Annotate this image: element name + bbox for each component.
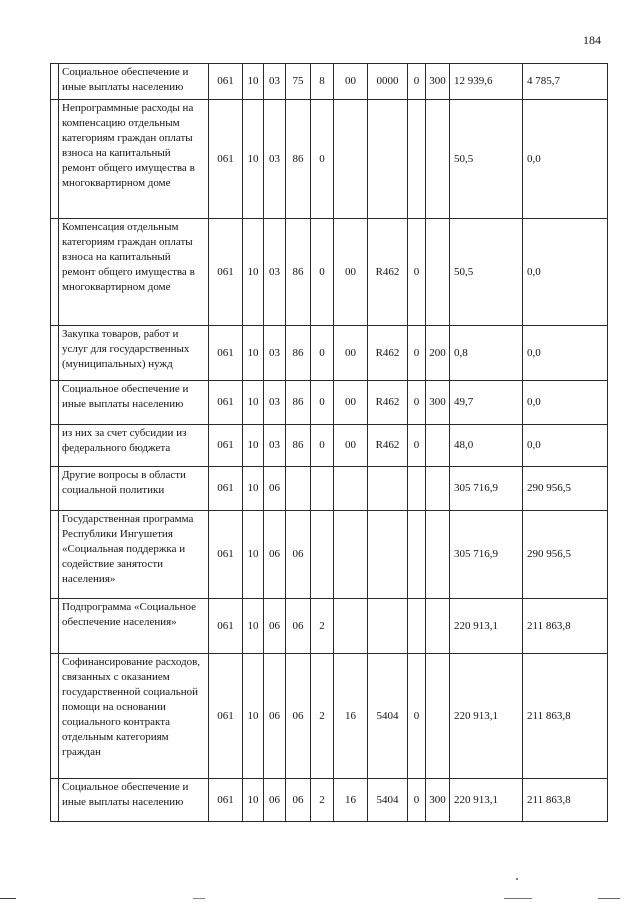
- section-code: 10: [243, 511, 264, 599]
- subsection-code: 06: [264, 467, 286, 511]
- expense-type-code: [426, 511, 450, 599]
- amount-1: 220 913,1: [450, 654, 523, 779]
- table-row: [51, 64, 608, 100]
- section-code: 10: [243, 381, 264, 425]
- direction-code: R462: [368, 219, 408, 326]
- amount-2: 0,0: [523, 219, 608, 326]
- expense-type-code: 300: [426, 779, 450, 822]
- table-row: [51, 654, 608, 779]
- table-row: [51, 326, 608, 381]
- subprogram-code: 0: [311, 425, 334, 467]
- program-code: 06: [286, 599, 311, 654]
- program-code: 75: [286, 64, 311, 100]
- main-event-code: 00: [334, 219, 368, 326]
- expense-type-prefix: 0: [408, 219, 426, 326]
- expense-type-code: [426, 219, 450, 326]
- subsection-code: 03: [264, 64, 286, 100]
- row-name: Компенсация отдельным категориям граждан оплаты взноса на капитальный ремонт общего имущества в многоквартирном доме: [59, 219, 209, 326]
- scan-artifact-line: [0, 898, 16, 899]
- subprogram-code: 0: [311, 381, 334, 425]
- expense-type-prefix: 0: [408, 425, 426, 467]
- scan-artifact-dot: [516, 878, 518, 880]
- section-code: 10: [243, 64, 264, 100]
- direction-code: [368, 100, 408, 219]
- row-name: Подпрограмма «Социальное обеспечение населения»: [59, 599, 209, 654]
- subprogram-code: 2: [311, 654, 334, 779]
- section-code: 10: [243, 779, 264, 822]
- row-name: Другие вопросы в области социальной политики: [59, 467, 209, 511]
- subsection-code: 06: [264, 599, 286, 654]
- expense-type-prefix: [408, 100, 426, 219]
- direction-code: [368, 599, 408, 654]
- expense-type-prefix: 0: [408, 654, 426, 779]
- subprogram-code: [311, 467, 334, 511]
- section-code: 10: [243, 100, 264, 219]
- program-code: 86: [286, 425, 311, 467]
- main-event-code: 16: [334, 779, 368, 822]
- expense-type-prefix: 0: [408, 64, 426, 100]
- blank-cell: [51, 599, 59, 654]
- blank-cell: [51, 654, 59, 779]
- blank-cell: [51, 219, 59, 326]
- ministry-code: 061: [209, 64, 243, 100]
- row-name: Социальное обеспечение и иные выплаты населению: [59, 381, 209, 425]
- blank-cell: [51, 511, 59, 599]
- scan-artifact-line: [504, 898, 532, 899]
- amount-1: 50,5: [450, 219, 523, 326]
- table-row: [51, 467, 608, 511]
- page-number: 184: [583, 33, 601, 47]
- direction-code: R462: [368, 326, 408, 381]
- amount-1: 12 939,6: [450, 64, 523, 100]
- table-row: [51, 425, 608, 467]
- blank-cell: [51, 467, 59, 511]
- blank-cell: [51, 100, 59, 219]
- program-code: 06: [286, 654, 311, 779]
- direction-code: [368, 467, 408, 511]
- main-event-code: 16: [334, 654, 368, 779]
- main-event-code: [334, 467, 368, 511]
- ministry-code: 061: [209, 100, 243, 219]
- ministry-code: 061: [209, 425, 243, 467]
- subsection-code: 03: [264, 381, 286, 425]
- subprogram-code: [311, 511, 334, 599]
- amount-2: 211 863,8: [523, 654, 608, 779]
- scan-artifact-line: [193, 898, 205, 899]
- expense-type-prefix: 0: [408, 381, 426, 425]
- blank-cell: [51, 779, 59, 822]
- section-code: 10: [243, 599, 264, 654]
- amount-2: 0,0: [523, 326, 608, 381]
- expense-type-prefix: [408, 467, 426, 511]
- expense-type-code: [426, 425, 450, 467]
- table-row: [51, 219, 608, 326]
- table-row: [51, 381, 608, 425]
- ministry-code: 061: [209, 467, 243, 511]
- subsection-code: 03: [264, 219, 286, 326]
- amount-2: 211 863,8: [523, 599, 608, 654]
- section-code: 10: [243, 467, 264, 511]
- table-row: [51, 599, 608, 654]
- amount-2: 290 956,5: [523, 467, 608, 511]
- subsection-code: 03: [264, 425, 286, 467]
- section-code: 10: [243, 425, 264, 467]
- expense-type-prefix: 0: [408, 326, 426, 381]
- amount-2: 0,0: [523, 381, 608, 425]
- row-name: Непрограммные расходы на компенсацию отдельным категориям граждан оплаты взноса на капитальный ремонт общего имущества в многоквартирном доме: [59, 100, 209, 219]
- row-name: Государственная программа Республики Ингушетия «Социальная поддержка и содействие занятости населения»: [59, 511, 209, 599]
- table-row: [51, 100, 608, 219]
- subprogram-code: 2: [311, 599, 334, 654]
- blank-cell: [51, 381, 59, 425]
- expense-type-code: [426, 599, 450, 654]
- ministry-code: 061: [209, 654, 243, 779]
- expense-type-prefix: [408, 599, 426, 654]
- program-code: 86: [286, 326, 311, 381]
- amount-1: 305 716,9: [450, 467, 523, 511]
- subsection-code: 03: [264, 326, 286, 381]
- program-code: 06: [286, 511, 311, 599]
- expense-type-prefix: 0: [408, 779, 426, 822]
- expense-type-code: [426, 100, 450, 219]
- direction-code: [368, 511, 408, 599]
- subprogram-code: 0: [311, 219, 334, 326]
- ministry-code: 061: [209, 326, 243, 381]
- amount-2: 290 956,5: [523, 511, 608, 599]
- amount-1: 48,0: [450, 425, 523, 467]
- ministry-code: 061: [209, 511, 243, 599]
- blank-cell: [51, 326, 59, 381]
- amount-1: 0,8: [450, 326, 523, 381]
- main-event-code: [334, 599, 368, 654]
- row-name: Социальное обеспечение и иные выплаты населению: [59, 779, 209, 822]
- main-event-code: [334, 100, 368, 219]
- row-name: Софинансирование расходов, связанных с оказанием государственной социальной помощи на основании социального контракта отдельным категориям граждан: [59, 654, 209, 779]
- program-code: [286, 467, 311, 511]
- subsection-code: 06: [264, 779, 286, 822]
- amount-2: 0,0: [523, 425, 608, 467]
- direction-code: R462: [368, 381, 408, 425]
- table-row: [51, 511, 608, 599]
- expense-type-prefix: [408, 511, 426, 599]
- amount-2: 0,0: [523, 100, 608, 219]
- subsection-code: 03: [264, 100, 286, 219]
- program-code: 86: [286, 381, 311, 425]
- amount-1: 305 716,9: [450, 511, 523, 599]
- main-event-code: [334, 511, 368, 599]
- table-body: [51, 64, 608, 822]
- direction-code: 5404: [368, 779, 408, 822]
- expense-type-code: 300: [426, 381, 450, 425]
- expense-type-code: 200: [426, 326, 450, 381]
- section-code: 10: [243, 654, 264, 779]
- amount-1: 220 913,1: [450, 599, 523, 654]
- direction-code: 0000: [368, 64, 408, 100]
- direction-code: 5404: [368, 654, 408, 779]
- subprogram-code: 8: [311, 64, 334, 100]
- section-code: 10: [243, 219, 264, 326]
- section-code: 10: [243, 326, 264, 381]
- program-code: 86: [286, 219, 311, 326]
- direction-code: R462: [368, 425, 408, 467]
- subprogram-code: 0: [311, 326, 334, 381]
- ministry-code: 061: [209, 599, 243, 654]
- row-name: Социальное обеспечение и иные выплаты населению: [59, 64, 209, 100]
- budget-table: [50, 63, 608, 822]
- table-row: [51, 779, 608, 822]
- main-event-code: 00: [334, 64, 368, 100]
- subsection-code: 06: [264, 654, 286, 779]
- blank-cell: [51, 425, 59, 467]
- blank-cell: [51, 64, 59, 100]
- ministry-code: 061: [209, 219, 243, 326]
- ministry-code: 061: [209, 381, 243, 425]
- expense-type-code: 300: [426, 64, 450, 100]
- expense-type-code: [426, 467, 450, 511]
- ministry-code: 061: [209, 779, 243, 822]
- amount-1: 220 913,1: [450, 779, 523, 822]
- program-code: 06: [286, 779, 311, 822]
- scan-artifact-line: [598, 898, 620, 899]
- amount-2: 211 863,8: [523, 779, 608, 822]
- amount-2: 4 785,7: [523, 64, 608, 100]
- amount-1: 49,7: [450, 381, 523, 425]
- subsection-code: 06: [264, 511, 286, 599]
- expense-type-code: [426, 654, 450, 779]
- main-event-code: 00: [334, 381, 368, 425]
- row-name: из них за счет субсидии из федерального бюджета: [59, 425, 209, 467]
- row-name: Закупка товаров, работ и услуг для государственных (муниципальных) нужд: [59, 326, 209, 381]
- main-event-code: 00: [334, 326, 368, 381]
- subprogram-code: 2: [311, 779, 334, 822]
- program-code: 86: [286, 100, 311, 219]
- subprogram-code: 0: [311, 100, 334, 219]
- main-event-code: 00: [334, 425, 368, 467]
- amount-1: 50,5: [450, 100, 523, 219]
